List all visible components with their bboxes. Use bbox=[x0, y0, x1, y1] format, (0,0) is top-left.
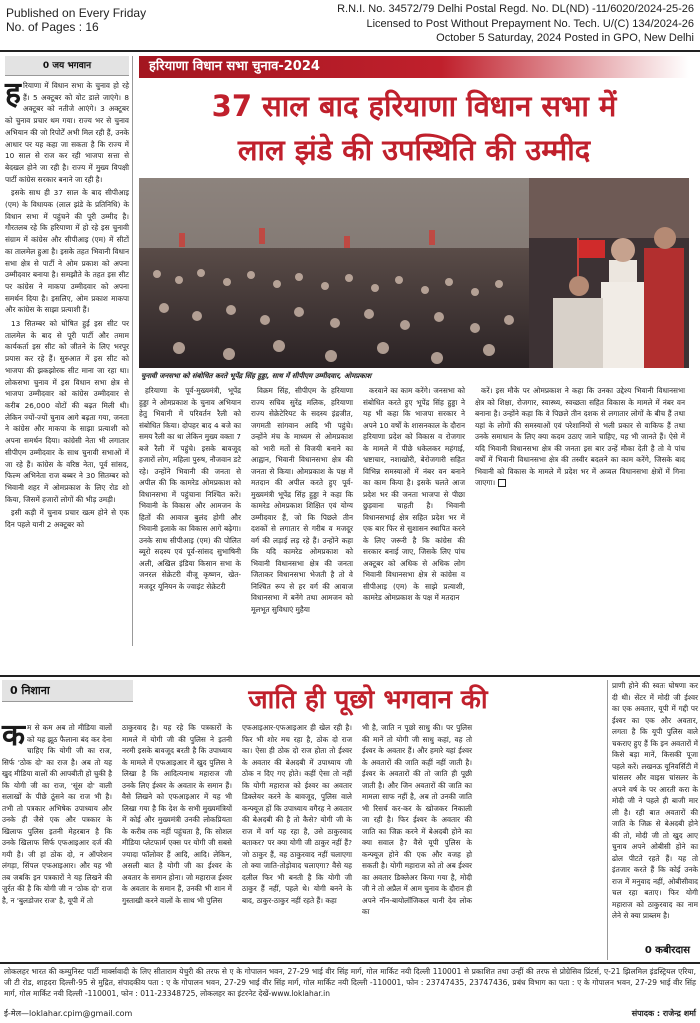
main-col-3-text: करवाने का काम करेंगे। जनसभा को संबोधित करते हुए भूपेंद्र सिंह हुड्डा ने यह भी कहा कि भाजपा सरकार ने अपने 10 वर्षों के शासनकाल के दौरान हरियाणा प्रदेश को विकास व रोजगार के मामले में पीछे धकेलकर महंगाई, भ्रष्टाचार, नशाखोरी, बेरोजगारी सहित विभिन्न समस्याओं में नंबर वन बनाने का काम किया है। इसके चलते आज प्रदेश भर की जनता भाजपा से पीछा छुड़वाना चाहती है। भिवानी विधानसभाई क्षेत्र सहित प्रदेश भर में एक बार फिर से सुशासन स्थापित करने के लिए जरूरी है कि कांग्रेस की सरकार बनाई जाए, जिसके लिए पांच अक्टूबर को अधिक से अधिक लोग भिवानी विधानसभा क्षेत्र से कांग्रेस व सीपीआइ (एम) के साझे प्रत्याशी, कामरेड ओमप्रकाश के पक्ष में मतदान bbox=[363, 386, 465, 602]
lower-col-3-text: एफआइआर-एफआइआर ही खेल रही है। फिर भी शोर मच रहा है, ठोक दो राज का। ऐसा ही ठोक दो राज होता तो ईश्वर के अवतार की बेअदबी में उपाध्याय जी ठोक न दिए गए होते। कहीं ऐसा तो नहीं कि योगी महाराज को ईश्वर का अवतार डिक्लेयर करने के बावजूद, पुलिस वाले कन्फ्यूज हों कि उपाध्याय वगैरह ने अवतार की बेअदबी की है तो कैसे? योगी जी के राज में वर्ग यह रहा है, उसे ठाकुरवाद बताकर? पर क्या योगी जी ठाकुर नहीं हैं? जो ठाकुर हैं, वह ठाकुरवाद नहीं चलाएगा तो क्या जाति-तोड़ोवाद चलाएगा? वैसे यह दलील फिर भी बनती है कि योगी जी ठाकुर हैं नहीं, पहले थे। योगी बनने के बाद, ठाकुर-ठाकुर नहीं रहते हैं। कहा bbox=[242, 723, 352, 905]
main-headline bbox=[139, 84, 689, 172]
masthead-divider bbox=[0, 50, 700, 52]
banner-text: हरियाणा विधान सभा चुनाव-2024 bbox=[149, 59, 320, 74]
main-col-4 bbox=[475, 385, 685, 491]
footer-imprint: लोकलहर भारत की कम्युनिस्ट पार्टी मार्क्सवादी के लिए सीताराम येचुरी की तरफ से ए के गोपालन भवन, 27-29 भाई वीर सिंह मार्ग, गोल मार्किट नयी दिल्ली 110001 से प्रकाशित तथा उन्हीं की तरफ से प्रोग्रेसिव प्रिंटर्स, ए-21 झिलमिल इंडस्ट्रियल एरिया, जी टी रोड, शाहदरा दिल्ली-95 से मुद्रित, संपादकीय पता : ए के गोपालन भवन, 27-29 भाई वीर सिंह मार्ग, गोल मार्किट नयी दिल्ली -110001, फोन : 23747435, 23747436, प्रबंध विभाग का पता : ए के गोपालन भवन, 27-29 भाई वीर सिंह मार्ग, गोल मार्किट नयी दिल्ली -110001, फोन : 011-23348725, लोकलहर का इंटरनेट देखें-www.loklahar.in bbox=[4, 967, 697, 998]
main-col-2-text: विक्रम सिंह, सीपीएम के हरियाणा राज्य सचिव सुरेंद्र मलिक, हरियाणा राज्य सेक्रेटेरियट के सदस्य इंद्रजीत, जगमती सांगवान आदि भी पहुंचे। उन्होंने मंच के माध्यम से ओमप्रकाश को भारी मतों से विजयी बनाने का आह्वान, भिवानी विधानसभा क्षेत्र की जनता से किया। ओमप्रकाश के पक्ष में मतदान की अपील करते हुए पूर्व-मुख्यमंत्री भूपेंद्र सिंह हुड्डा ने कहा कि कामरेड ओमप्रकाश शिक्षित एवं योग्य उम्मीदवार हैं, जो कि पिछले तीन दशकों से लगातार से गरीब व मजदूर वर्ग की लड़ाई लड़ रहे हैं। उन्होंने कहा कि यदि कामरेड ओमप्रकाश को भिवानी विधानसभा क्षेत्र की जनता जिताकर विधानसभा भेजती है तो वे निश्चित रूप से हर वर्ग की आवाज विधानसभा में बनेंगे तथा आमजन को मूलभूत सुविधाएं मुहैया bbox=[251, 386, 353, 614]
lower-col-2-text: ठाकुरवाद है। यह रहे कि पत्रकारों के मामले में योगी जी की पुलिस ने इतनी नरमी इसके बावजूद बरती है कि उपाध्याय के मामले में एफआइआर में खुद पुलिस ने लिखा है कि आदित्यनाथ महाराज जी उनके लिए ईश्वर के अवतार के समान हैं। वैसे लिखने को एफआइआर में यह भी लिखा गया है कि देश के सभी मुख्यमंत्रियों में कोई और मुख्यमंत्री उनकी लोकप्रियता के करीब तक नहीं पहुंचता है, कि सोशल मीडिया प्लेटफार्म एक्स पर योगी जी सबसे ज्यादा फॉलोवर हैं आदि, आदि। लेकिन, असली बात है योगी जी का ईश्वर के अवतार के समान होना। जो महाराज ईश्वर के अवतार के समान हैं, उनकी भी शान में गुस्ताखी करने वालों के साथ भी पुलिस bbox=[122, 723, 232, 905]
headline-line-2: लाल झंडे की उपस्थिति की उम्मीद bbox=[237, 133, 591, 167]
dropcap: ह bbox=[5, 76, 21, 111]
footer-editor: संपादक : राजेन्द्र शर्मा bbox=[631, 1009, 696, 1018]
pages-line: No. of Pages : 16 bbox=[6, 20, 99, 34]
main-col-3 bbox=[363, 385, 465, 606]
lower-col-3 bbox=[242, 722, 352, 906]
lower-headline: जाति ही पूछो भगवान की bbox=[248, 685, 488, 715]
license-line: Licensed to Post Without Prepayment No. Tech. U/(C) 134/2024-26 bbox=[366, 17, 694, 30]
main-col-1 bbox=[139, 385, 241, 594]
lower-col-1 bbox=[2, 718, 113, 906]
rally-photo bbox=[139, 178, 689, 368]
left-paragraph-3: 13 सितम्बर को घोषित हुई इस सीट पर तालमेल के बाद से पूरी पार्टी और तमाम कार्यकर्ता इस सीट को जीतने के लिए भरपूर प्रयास कर रहे हैं। सुरुआत में इस सीट को भाजपा की झकझोरक सीट माना जा रहा था। लोकसभा चुनाव में इस विधान सभा क्षेत्र से भाजपा उम्मीदवार को कांग्रेस उम्मीदवार से करीब 26,000 वोटों की बढ़त मिली थी। लेकिन ज्यों-ज्यों चुनाव आगे बढ़ता गया, जनता ने कांग्रेस और माकपा के साझा प्रत्याशी को अपना समर्थन दिया। कांग्रेसी नेता भी लगातार सीपीएम उम्मीदवार के साथ चुनावी सभाओं में जा रहे हैं। कांग्रेस के वरिष्ठ नेता, पूर्व सांसद, फिल्म अभिनेता राज बब्बर ने 30 सितम्बर को भिवानी शहर में ओमप्रकाश के लिए रोड शो किया, जिसमें हजारों लोगों की भीड़ उमड़ी। bbox=[5, 319, 129, 504]
date-line: October 5 Saturday, 2024 Posted in GPO, New Delhi bbox=[436, 32, 694, 44]
lower-col-5-text: प्राणी होने की स्वतः घोषणा कर दी थी। सेंटर में मोदी जी ईश्वर का एक अवतार, यूपी में गद्दी पर ईश्वर का एक और अवतार, लगता है कि यूपी पुलिस वाले चकराए हुए हैं कि इन अवतारों में किसे बड़ा मानें, किसकी पूजा पहले करें। लखनऊ यूनिवर्सिटी में चांसलर और वाइस चांसलर के अपने वर्ष के पर आरती करा के मोदी जी ने पहले ही बाजी मार ली है। रही बात अवतारों की जाति के जिक्र से बेअदबी होने की तो, मोदी जी तो खुद आए चुनाव अपने ओबीसी होने का ढोल पीटते रहते हैं। यह तो इंतजार करते हैं कि कोई उनके राज में मनुवाद नहीं, ओबीसीवाद चल रहा बताए। फिर योगी महाराज को ठाकुरवाद का नाम लेने से क्या प्राब्लम है। bbox=[612, 681, 698, 920]
left-paragraph-4: इसी कड़ी में चुनाव प्रचार खत्म होने से एक दिन पहले यानी 2 अक्टूबर को bbox=[5, 508, 129, 530]
footer-email: ई-मेल—loklahar.cpim@gmail.com bbox=[4, 1009, 133, 1018]
lower-col-2 bbox=[122, 722, 232, 906]
lower-col-1-text: म से कम अब तो मीडिया वालों को यह झूठ फैलाना बंद कर देना चाहिए कि योगी जी का राज, सिर्फ 'ठोक दो' का राज है। अब तो यह खुद मीडिया वालों की आपबीती हो चुकी है कि योगी जी का राज, 'सूंस दो' वाली सलाखों के पीछे ठूंसने का राज भी है। तभी तो पत्रकार अभिषेक उपाध्याय और उनके ही जैसे एक और पत्रकार के खिलाफ पुलिस इतनी मेहरबान है कि उनके खिलाफ सिर्फ एफआइआर दर्ज की गयी है। जी हां ठोक दो, न ऑपरेशन लंगड़ा, सिंपल एफआइआर। और यह भी तब जबकि इन पत्रकारों ने यह लिखने की जुर्रत की है कि योगी जी न 'ठोक दो' राज है, न 'बुलडोजर राज' है, यूपी में तो bbox=[2, 723, 113, 905]
main-col-4-span: करें। इस मौके पर ओमप्रकाश ने कहा कि उनका उद्देश्य भिवानी विधानसभा क्षेत्र को शिक्षा, रोजगार, स्वास्थ्य, स्वच्छता सहित विकास के मामले में नंबर वन बनाना है। उन्होंने कहा कि वे पिछले तीन दशक से लगातार लोगों के बीच हैं तथा यहां के लोगों की समस्याओं एवं परेशानियों से भली प्रकार से वाकिफ हैं तथा उनके समाधान के लिए क्या कदम उठाए जाने चाहिए, यह भी जानते हैं। ऐसे में यदि भिवानी विधानसभा क्षेत्र की जनता इस बार उन्हें मौका देती है तो वे पांच वर्षों में भिवानी विधानसभा क्षेत्र की तस्वीर बदलने का काम करेंगे, जिसके बाद भिवानी को विकास के मामले में प्रदेश भर में अव्वल विधानसभा क्षेत्रों में गिना जाएगा। bbox=[475, 386, 685, 487]
published-line: Published on Every Friday bbox=[6, 6, 147, 20]
left-paragraph-1: रियाणा में विधान सभा के चुनाव हो रहे हैं। 5 अक्टूबर को वोट डाले जाएंगे। 8 अक्टूबर को नतीजे आएंगे। 3 अक्टूबर को चुनाव प्रचार थम गया। राज्य भर से चुनाव अभियान की जो रिपोर्टें अभी मिल रही हैं, उनके आधार पर यह कहा जा सकता है कि राज्य में 10 साल से राज कर रही भाजपा सत्ता से बेदखल होने जा रही है। राज्य में मुख्य विपक्षी पार्टी कांग्रेस सरकार बनाने जा रही है। bbox=[5, 81, 129, 184]
photo-caption: चुनावी जनसभा को संबोधित करते भूपेंद्र सिंह हुड्डा, साथ में सीपीएम उम्मीदवार, ओमप्रकाश bbox=[141, 372, 372, 380]
lower-author: 0 कबीरदास bbox=[644, 945, 690, 956]
rally-photo-illustration bbox=[139, 178, 689, 368]
rni-line: R.N.I. No. 34572/79 Delhi Postal Regd. No. DL(ND) -11/6020/2024-25-26 bbox=[337, 3, 694, 15]
section-divider bbox=[0, 675, 700, 677]
lower-col-4-text: भी है, जाति न पूछो साधु की। पर पुलिस की मानें तो योगी जी साधु कहां, वह तो ईश्वर के अवतार हैं। और हमारे यहां ईश्वर के अवतारों की जाति कहीं नहीं जाती है। ईश्वर के अवतारों की तो जाति ही पूछी जाती है। और जिन अवतारों की जाति का मामला साफ नहीं है, अब तो उनकी जाति भी रिसर्च कर-कर के खोजकर निकाली जा रही है। फिर ईश्वर के अवतार की जाति का जिक्र करने में बेअदबी होने का क्या सवाल है? वैसे यूपी पुलिस के कन्फ्यूज होने की एक और वजह हो सकती है। योगी महाराज को तो अब ईश्वर का अवतार डिक्लेअर किया गया है, मोदी जी ने तो अप्रैल में आम चुनाव के दौरान ही अपने नॉन-बायोलॉजिकल यानी देव लोक का bbox=[362, 723, 472, 916]
lower-dropcap: क bbox=[2, 718, 26, 753]
masthead-right bbox=[294, 2, 694, 46]
left-paragraph-2: इसके साथ ही 37 साल के बाद सीपीआइ (एम) के विधायक (लाल झंडे के प्रतिनिधि) के विधान सभा में पहुंचने की पूरी उम्मीद है। गौरतलब रहे कि हरियाणा में हो रहे इस चुनावी संग्राम में कांग्रेस और सीपीआइ (एम) में सीटों का तालमेल हुआ है। इसके तहत भिवानी विधान सभा क्षेत्र से पार्टी ने ओम प्रकाश को अपना उम्मीदवार बनाया है। समझौते के तहत इस सीट पर कांग्रेस ने माकपा उम्मीदवार को अपना समर्थन दिया है। इसलिए, ओम प्रकाश माकपा और कांग्रेस के साझा प्रत्याशी हैं। bbox=[5, 188, 129, 315]
section-banner bbox=[139, 56, 689, 78]
main-article-left-column bbox=[2, 56, 133, 646]
column-tag: 0 निशाना bbox=[2, 680, 133, 702]
footer-divider bbox=[0, 962, 700, 964]
left-column-text bbox=[5, 76, 129, 531]
lower-col-4 bbox=[362, 722, 472, 918]
main-col-2 bbox=[251, 385, 353, 617]
lower-article-body bbox=[2, 718, 602, 962]
main-col-1-text: हरियाणा के पूर्व-मुख्यमंत्री, भूपेंद्र हुड्डा ने ओमप्रकाश के चुनाव अभियान हेतु भिवानी में परिवर्तन रैली को संबोधित किया। दोपहर बाद 4 बजे का समय रैली का था लेकिन मुख्य वक्ता 7 बजे रैली में पहुंचे। इसके बावजूद हजारों लोग, महिला पुरुष, नौजवान डटे रहे। उन्होंने भिवानी की जनता से अपील की कि कामरेड ओमप्रकाश को विधानसभा में पहुंचाना निश्चित करें। भिवानी के विकास और आमजन के हितों की आवाज बुलंद होगी और भिवानी इलाके का विकास आगे बढ़ेगा। उनके साथ सीपीआइ (एम) की पोलित ब्यूरो सदस्य एवं पूर्व-सांसद सुभाषिनी अली, अखिल इंडिया किसान सभा के जनरल सेक्रेटरी वीजू कृष्णन, खेत-मजदूर यूनियन के ज्वाइंट सेक्रेटरी bbox=[139, 386, 241, 591]
main-byline: 0 जय भगवान bbox=[5, 56, 129, 76]
headline-line-1: 37 साल बाद हरियाणा विधान सभा में bbox=[211, 89, 617, 123]
masthead-left bbox=[6, 6, 146, 34]
end-mark bbox=[498, 479, 506, 487]
main-article-body bbox=[139, 385, 689, 665]
footer-bottom bbox=[4, 1008, 696, 1019]
main-col-4-text bbox=[475, 385, 685, 489]
lower-col-5 bbox=[607, 680, 698, 960]
